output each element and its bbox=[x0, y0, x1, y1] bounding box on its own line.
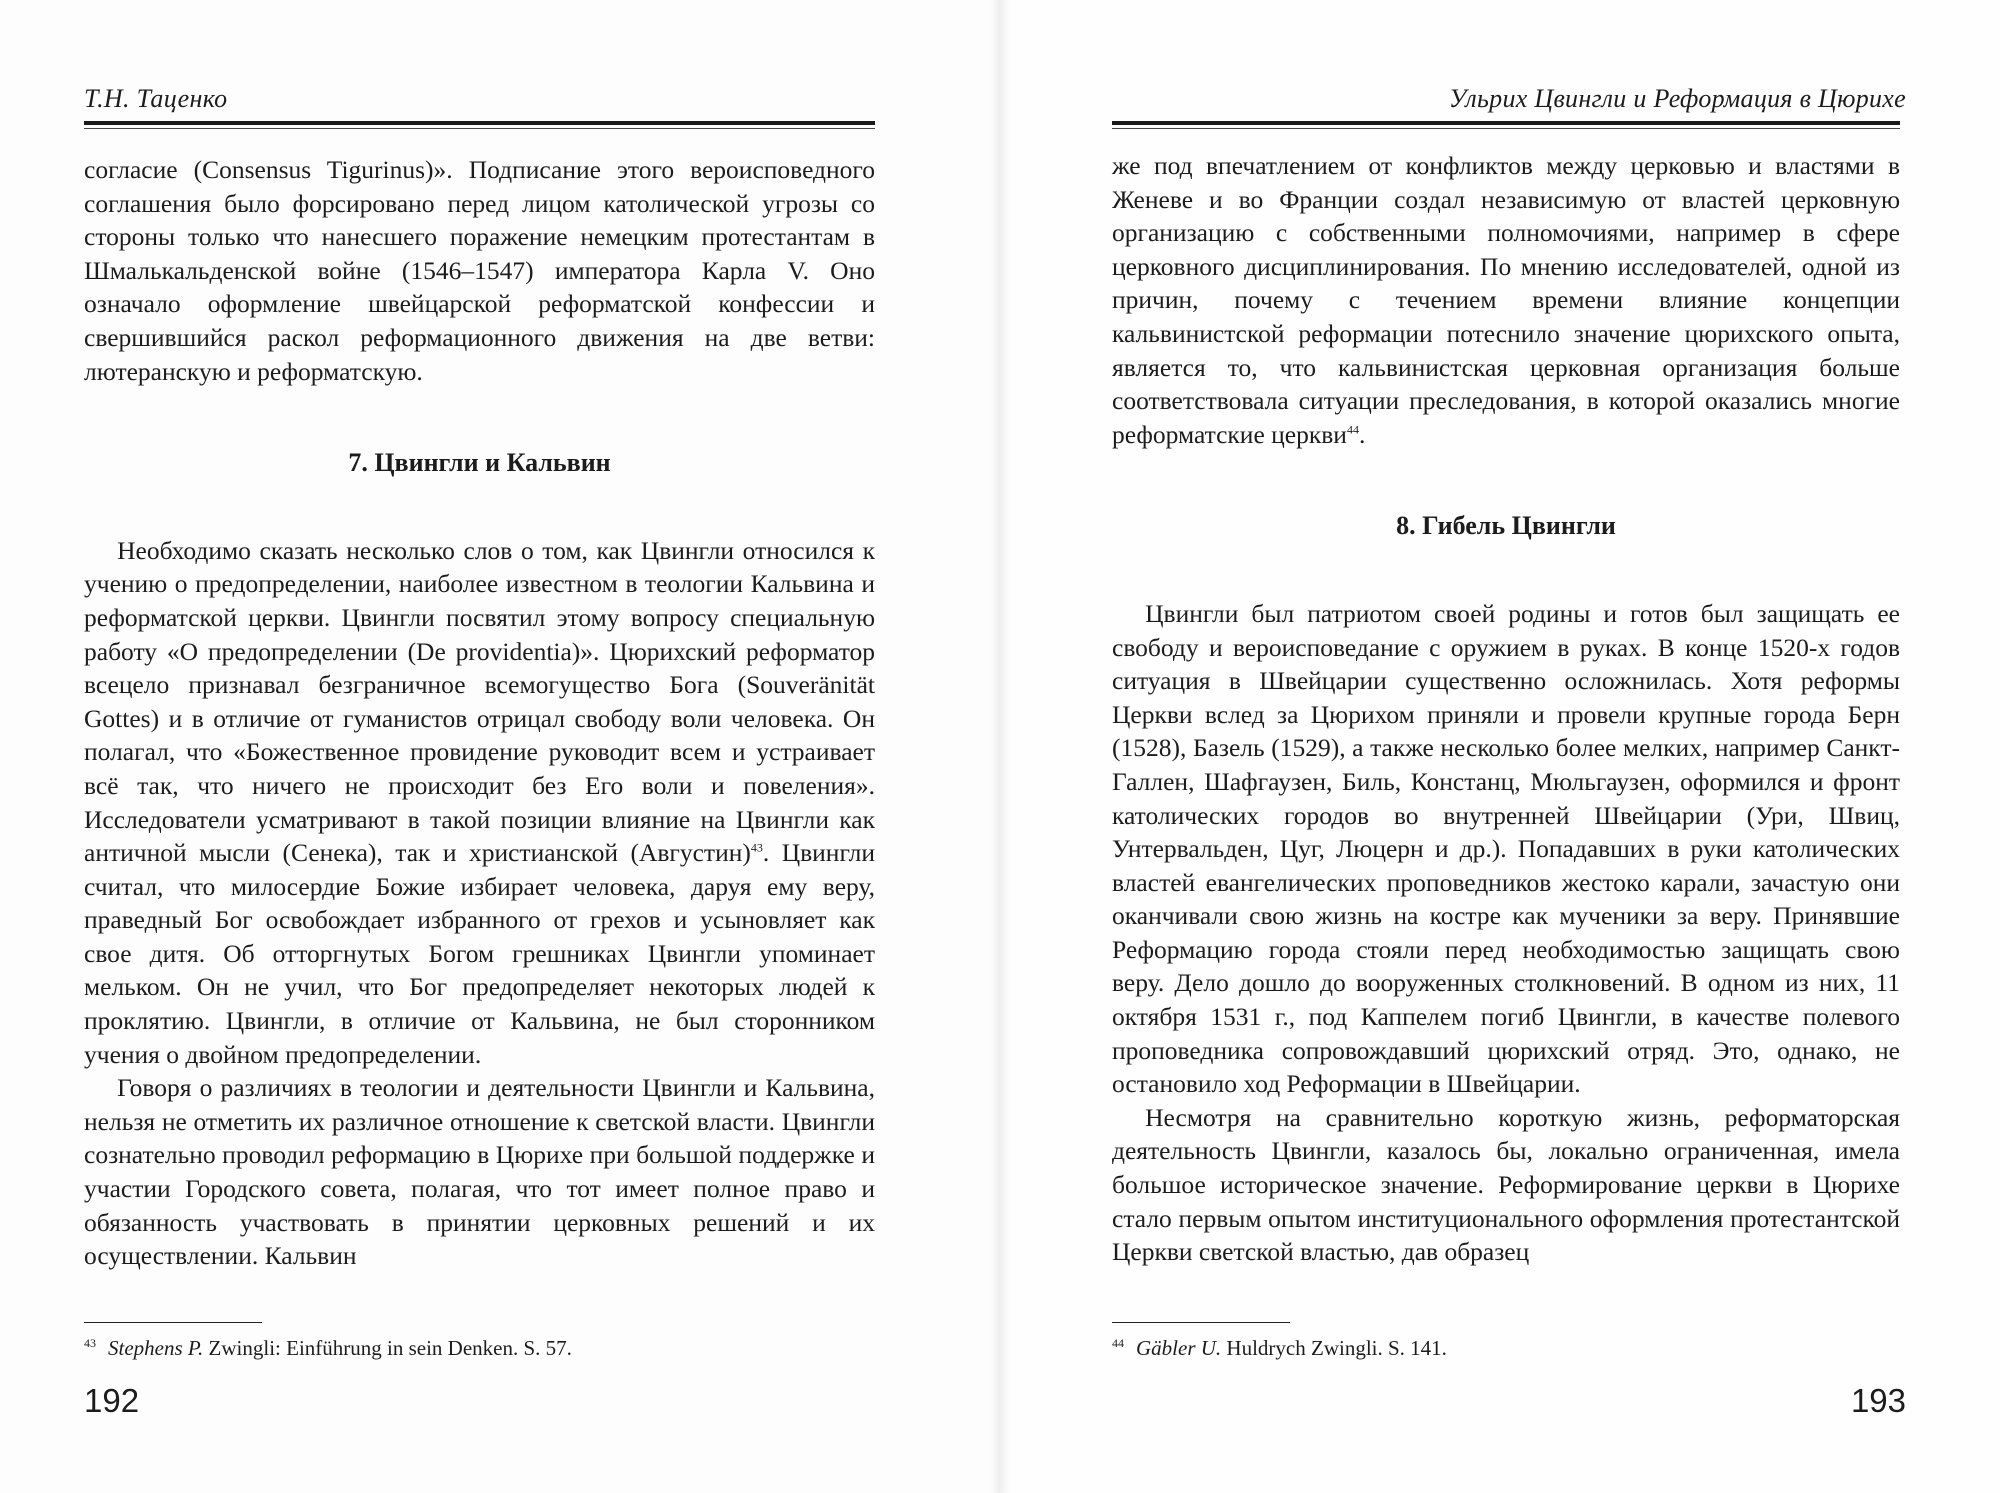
footnote-text: Zwingli: Einführung in sein Denken. S. 57. bbox=[208, 1336, 572, 1360]
paragraph-text: . Цвингли считал, что милосердие Божие избирает человека, даруя ему веру, праведный Бог освобождает избранного от грехов и усыновляет как свое дитя. Об отторгнутых Богом грешниках Цвингли упоминает мельком. Он не учил, что Бог предопределяет некоторых людей к проклятию. Цвингли, в отличие от Кальвина, не был сторонником учения о двойном предопределении. bbox=[84, 838, 875, 1069]
paragraph-continued: согласие (Consensus Tigurinus)». Подписание этого вероисповедного соглашения было форсировано перед лицом католической угрозы со стороны только что нанесшего поражение немецким протестантам в Шмалькальденской войне (1546–1547) императора Карла V. Оно означало оформление швейцарской реформатской конфессии и свершившийся раскол реформационного движения на две ветви: лютеранскую и реформатскую. bbox=[84, 155, 875, 386]
running-head-author: Т.Н. Таценко bbox=[84, 84, 228, 113]
book-gutter bbox=[990, 0, 1010, 1493]
footnote-author: Gäbler U. bbox=[1136, 1336, 1222, 1360]
page-number: 192 bbox=[84, 1382, 140, 1419]
paragraph-significance: Несмотря на сравнительно короткую жизнь, реформаторская деятельность Цвингли, казалось бы, локально ограниченная, имела большое историческое значение. Реформирование церкви в Цюрихе стало первым опытом институционального оформления протестантской Церкви светской властью, дав образец bbox=[1112, 1102, 1900, 1267]
left-page-body bbox=[84, 153, 875, 1273]
footnote-author: Stephens P. bbox=[108, 1336, 204, 1360]
right-page bbox=[1000, 0, 2000, 1493]
paragraph-predestination bbox=[84, 534, 875, 1072]
paragraph-text: . bbox=[1358, 419, 1366, 449]
footnote-ref-43[interactable]: 43 bbox=[750, 840, 763, 855]
footnote-number: 43 bbox=[84, 1336, 96, 1350]
running-head-title: Ульрих Цвингли и Реформация в Цюрихе bbox=[1448, 84, 1906, 113]
footnote-ref-44[interactable]: 44 bbox=[1346, 422, 1359, 437]
footnote-rule bbox=[84, 1322, 262, 1323]
paragraph-death: Цвингли был патриотом своей родины и готов был защищать ее свободу и вероисповедание с оружием в руках. В конце 1520-х годов ситуация в Швейцарии существенно осложнилась. Хотя реформы Церкви вслед за Цюрихом приняли и провели крупные города Берн (1528), Базель (1529), а также несколько более мелких, например Санкт-Галлен, Шафгаузен, Биль, Констанц, Мюльгаузен, оформился и фронт католических городов во внутренней Швейцарии (Ури, Швиц, Унтервальден, Цуг, Люцерн и др.). Попадавших в руки католических властей евангелических проповедников жестоко карали, зачастую они оканчивали свою жизнь на костре как мученики за веру. Принявшие Реформацию города стояли перед необходимостью защищать свою веру. Дело дошло до вооруженных столкновений. В одном из них, 11 октября 1531 г., под Каппелем погиб Цвингли, в качестве полевого проповедника сопровождавший цюрихский отряд. Это, однако, не остановило ход Реформации в Швейцарии. bbox=[1112, 598, 1900, 1099]
footnote-rule bbox=[1112, 1322, 1290, 1323]
section-title-8: 8. Гибель Цвингли bbox=[1396, 511, 1616, 541]
page-number: 193 bbox=[1850, 1382, 1906, 1419]
footnote-44 bbox=[1112, 1336, 1447, 1361]
paragraph-text: же под впечатлением от конфликтов между церковью и властями в Женеве и во Франции создал независимую от властей церковную организацию с собственными полномочиями, например в сфере церковного дисциплинирования. По мнению исследователей, одной из причин, почему с течением времени влияние концепции кальвинистской реформации потеснило значение цюрихского опыта, является то, что кальвинистская церковная организация больше соответствовала ситуации преследования, в которой оказались многие реформатские церкви bbox=[1112, 151, 1900, 449]
header-rule bbox=[1112, 121, 1900, 125]
paragraph-continued bbox=[1112, 149, 1900, 451]
paragraph-secular-power: Говоря о различиях в теологии и деятельности Цвингли и Кальвина, нельзя не отметить их различное отношение к светской власти. Цвингли сознательно проводил реформацию в Цюрихе при большой поддержке и участии Городского совета, полагая, что тот имеет полное право и обязанность участвовать в принятии церковных решений и их осуществлении. Кальвин bbox=[84, 1073, 875, 1271]
footnote-number: 44 bbox=[1112, 1336, 1124, 1350]
header-rule-thin bbox=[1112, 128, 1900, 129]
right-page-body bbox=[1112, 149, 1900, 1269]
paragraph-text: Необходимо сказать несколько слов о том, как Цвингли относился к учению о предопределении, наиболее известном в теологии Кальвина и реформатской церкви. Цвингли посвятил этому вопросу специальную работу «О предопределении (De providentia)». Цюрихский реформатор всецело признавал безграничное всемогущество Бога (Souveränität Gottes) и в отличие от гуманистов отрицал свободу воли человека. Он полагал, что «Божественное провидение руководит всем и устраивает всё так, что ничего не происходит без Его воли и повеления». Исследователи усматривают в такой позиции влияние на Цвингли как античной мысли (Сенека), так и христианской (Августин) bbox=[84, 535, 875, 868]
header-rule bbox=[84, 121, 875, 125]
section-title-7: 7. Цвингли и Кальвин bbox=[348, 448, 611, 478]
footnote-text: Huldrych Zwingli. S. 141. bbox=[1226, 1336, 1447, 1360]
header-rule-thin bbox=[84, 128, 875, 129]
footnote-43 bbox=[84, 1336, 572, 1361]
